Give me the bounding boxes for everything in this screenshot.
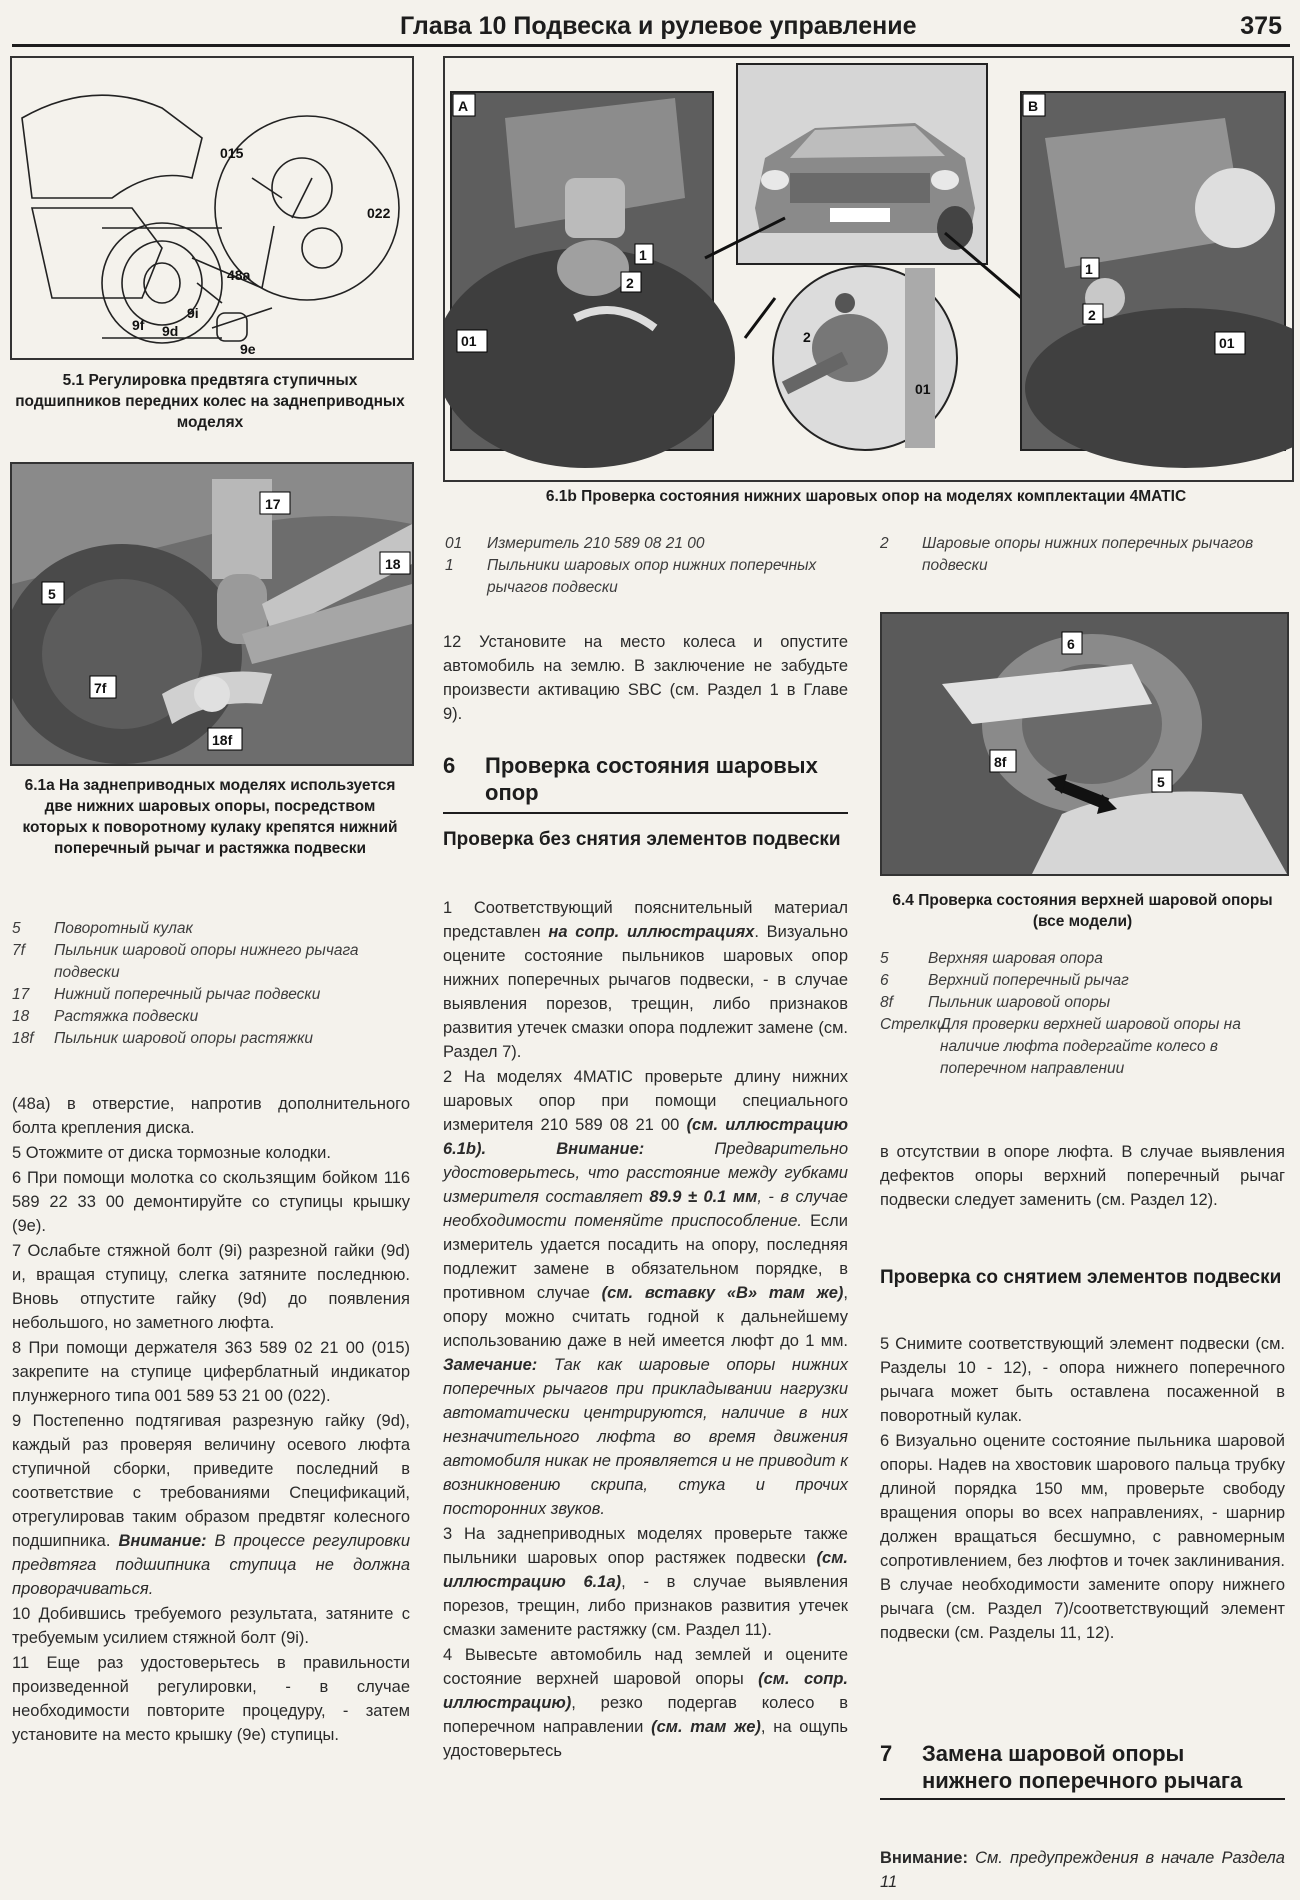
figure-6-4: [880, 612, 1289, 876]
label-9i: 9i: [187, 305, 199, 321]
fig61a-legend: 5 Поворотный кулак 7f Пыльник шаровой опоры нижнего рычага подвески 17 Нижний поперечный рычаг подвески 18 Растяжка подвески 18f Пыльник шаровой опоры растяжки: [12, 920, 359, 1047]
fig61b-legend-left: 01 Измеритель 210 589 08 21 00 1 Пыльники шаровых опор нижних поперечных рычагов подвески: [445, 535, 817, 596]
label-a-2: 2: [626, 275, 634, 291]
label-022: 022: [367, 205, 391, 221]
label-a-1: 1: [639, 247, 647, 263]
para-48a: (48a) в отверстие, напротив дополнительного болта крепления диска.: [12, 1095, 410, 1137]
label-circ-2: 2: [803, 329, 811, 345]
step-s2: 2 На моделях 4MATIC проверьте длину нижних шаровых опор при помощи специального измерителя 210 589 08 21 00 (см. иллюстрацию 6.1b). Внимание: Предварительно удостоверьтесь, что расстояние между губками измерителя составляет 89.9 ± 0.1 мм, - в случае необходимости поменяйте приспособление. Если измеритель удается посадить на опору, последняя подлежит замене в обязательном порядке, в противном случае (см. вставку «В» там же), опору можно считать годной к дальнейшему использованию даже в ней имеется люфт до 1 мм. Замечание: Так как шаровые опоры нижних поперечных рычагов при прикладывании нагрузки автоматически центрируются, наличие в них незначительного люфта во время движения автомобиля никак не проявляется и не приводит к возникновению скрипа, стука и прочих посторонних звуков.: [443, 1068, 849, 1518]
photo-6-1b: [445, 58, 1292, 480]
label-48a: 48a: [227, 267, 251, 283]
figure-5-1: [10, 56, 414, 360]
label-015: 015: [220, 145, 244, 161]
step-12: 12 Установите на место колеса и опустите автомобиль на землю. В заключение не забудьте произвести активацию SBC (см. Раздел 1 в Главе 9).: [443, 633, 848, 723]
label-5-64: 5: [1157, 774, 1165, 790]
step-5: 5 Отожмите от диска тормозные колодки.: [12, 1144, 331, 1162]
fig51-caption: 5.1 Регулировка предвтяга ступичных подшипников передних колес на заднеприводных моделях: [15, 372, 405, 431]
column-3-text: [880, 1332, 1285, 1646]
column-1-text: [12, 1092, 410, 1748]
label-8f: 8f: [994, 754, 1007, 770]
label-18f: 18f: [212, 732, 233, 748]
label-9f: 9f: [132, 317, 145, 333]
fig64-caption: 6.4 Проверка состояния верхней шаровой опоры (все модели): [892, 892, 1273, 930]
fig64-legend: 5 Верхняя шаровая опора 6 Верхний поперечный рычаг 8f Пыльник шаровой опоры Стрелки Для проверки верхней шаровой опоры на наличие люфта подергайте колесо в поперечном направлении: [880, 950, 1241, 1077]
step-c5: 5 Снимите соответствующий элемент подвески (см. Разделы 10 - 12), - опора нижнего поперечного рычага может быть оставлена посаженной в поворотный кулак.: [880, 1335, 1285, 1425]
subsection-with-removal: Проверка со снятием элементов подвески: [880, 1267, 1282, 1288]
label-b-1: 1: [1085, 261, 1093, 277]
chapter-title: Глава 10 Подвеска и рулевое управление: [400, 12, 917, 40]
page-number: 375: [1240, 12, 1282, 40]
step-10: 10 Добившись требуемого результата, затяните с требуемым усилием стяжной болт (9i).: [12, 1605, 410, 1647]
inset-b-label: B: [1028, 98, 1039, 114]
label-b-2: 2: [1088, 307, 1096, 323]
step-11: 11 Еще раз удостоверьтесь в правильности произведенной регулировки, - в случае необходимости повторите процедуру, - затем установите на место крышку (9е) ступицы.: [12, 1654, 410, 1744]
step-s3: 3 На заднеприводных моделях проверьте также пыльники шаровых опор растяжек подвески (см. иллюстрацию 6.1a), - в случае выявления порезов, трещин, либо признаков развития утечек смазки замените растяжку (см. Раздел 11).: [443, 1525, 848, 1639]
fig51-labels: [12, 58, 412, 358]
subsection-no-removal: Проверка без снятия элементов подвески: [443, 829, 841, 850]
step-7: 7 Ослабьте стяжной болт (9i) разрезной гайки (9d) и, вращая ступицу, слегка затяните последнюю. Вновь отпустите гайку (9d) до появления небольшого, но заметного люфта.: [12, 1242, 410, 1332]
label-a-01: 01: [461, 333, 477, 349]
photo-6-4: [882, 614, 1287, 874]
step-6: 6 При помощи молотка со скользящим бойком 116 589 22 33 00 демонтируйте со ступицы крышку (9е).: [12, 1169, 410, 1235]
section-6-heading: 6 Проверка состояния шаровых опор: [443, 752, 848, 814]
section-7-heading: 7 Замена шаровой опоры нижнего поперечного рычага: [880, 1740, 1285, 1800]
label-9e: 9e: [240, 341, 256, 357]
label-18: 18: [385, 556, 401, 572]
figure-6-1b: [443, 56, 1294, 482]
label-9d: 9d: [162, 323, 179, 339]
step-9: 9 Постепенно подтягивая разрезную гайку (9d), каждый раз проверяя величину осевого люфта ступичной сборки, приведите последний в соответствие с требованиями Спецификаций, отрегулировав таким образом предвтяг колесного подшипника. Внимание: В процессе регулировки предвтяга подшипника ступица не должна проворачиваться.: [12, 1412, 410, 1598]
step-c6: 6 Визуально оцените состояние пыльника шаровой опоры. Надев на хвостовик шарового пальца трубку длиной порядка 150 мм, проверьте свободу вращения опоры во всех направлениях, - шарнир должен вращаться бесшумно, с равномерным сопротивлением, без люфтов и точек заклинивания. В случае необходимости замените опору нижнего рычага (см. Раздел 7)/соответствующий элемент подвески (см. Разделы 11, 12).: [880, 1432, 1285, 1642]
figure-6-1a: [10, 462, 414, 766]
step-8: 8 При помощи держателя 363 589 02 21 00 (015) закрепите на ступице циферблатный индикатор плунжерного типа 001 589 53 21 00 (022).: [12, 1339, 410, 1405]
inset-a-label: A: [458, 98, 469, 114]
label-b-01: 01: [1219, 335, 1235, 351]
step-s4: 4 Вывесьте автомобиль над землей и оцените состояние верхней шаровой опоры (см. сопр. иллюстрацию), резко подергав колесо в поперечном направлении (см. там же), на ощупь удостоверьтесь: [443, 1646, 848, 1760]
fig61a-caption: 6.1a На заднеприводных моделях используется две нижних шаровых опоры, посредством которых к поворотному кулаку крепятся нижний поперечный рычаг и растяжка подвески: [22, 777, 398, 857]
page-header: [12, 10, 1290, 47]
column-2-text: [443, 896, 848, 1764]
fig61b-caption: 6.1b Проверка состояния нижних шаровых опор на моделях комплектации 4MATIC: [545, 488, 1187, 505]
label-17: 17: [265, 496, 281, 512]
label-5: 5: [48, 586, 56, 602]
step-s1: 1 Соответствующий пояснительный материал представлен на сопр. иллюстрациях. Визуально оцените состояние пыльников шаровых опор нижних поперечных рычагов подвески, - в случае выявления порезов, трещин, либо признаков развития утечек смазки опора подлежит замене (см. Раздел 7).: [443, 899, 848, 1061]
para-no-play: в отсутствии в опоре люфта. В случае выявления дефектов опоры верхний поперечный рычаг подвески следует заменить (см. Раздел 12).: [880, 1143, 1285, 1209]
fig61b-legend-right: 2 Шаровые опоры нижних поперечных рычагов подвески: [880, 535, 1254, 574]
fig61a-labels: [12, 464, 412, 764]
section-7-warning: Внимание: См. предупреждения в начале Раздела 11: [880, 1849, 1285, 1891]
label-circ-01: 01: [915, 381, 931, 397]
label-6: 6: [1067, 636, 1075, 652]
label-7f: 7f: [94, 680, 107, 696]
